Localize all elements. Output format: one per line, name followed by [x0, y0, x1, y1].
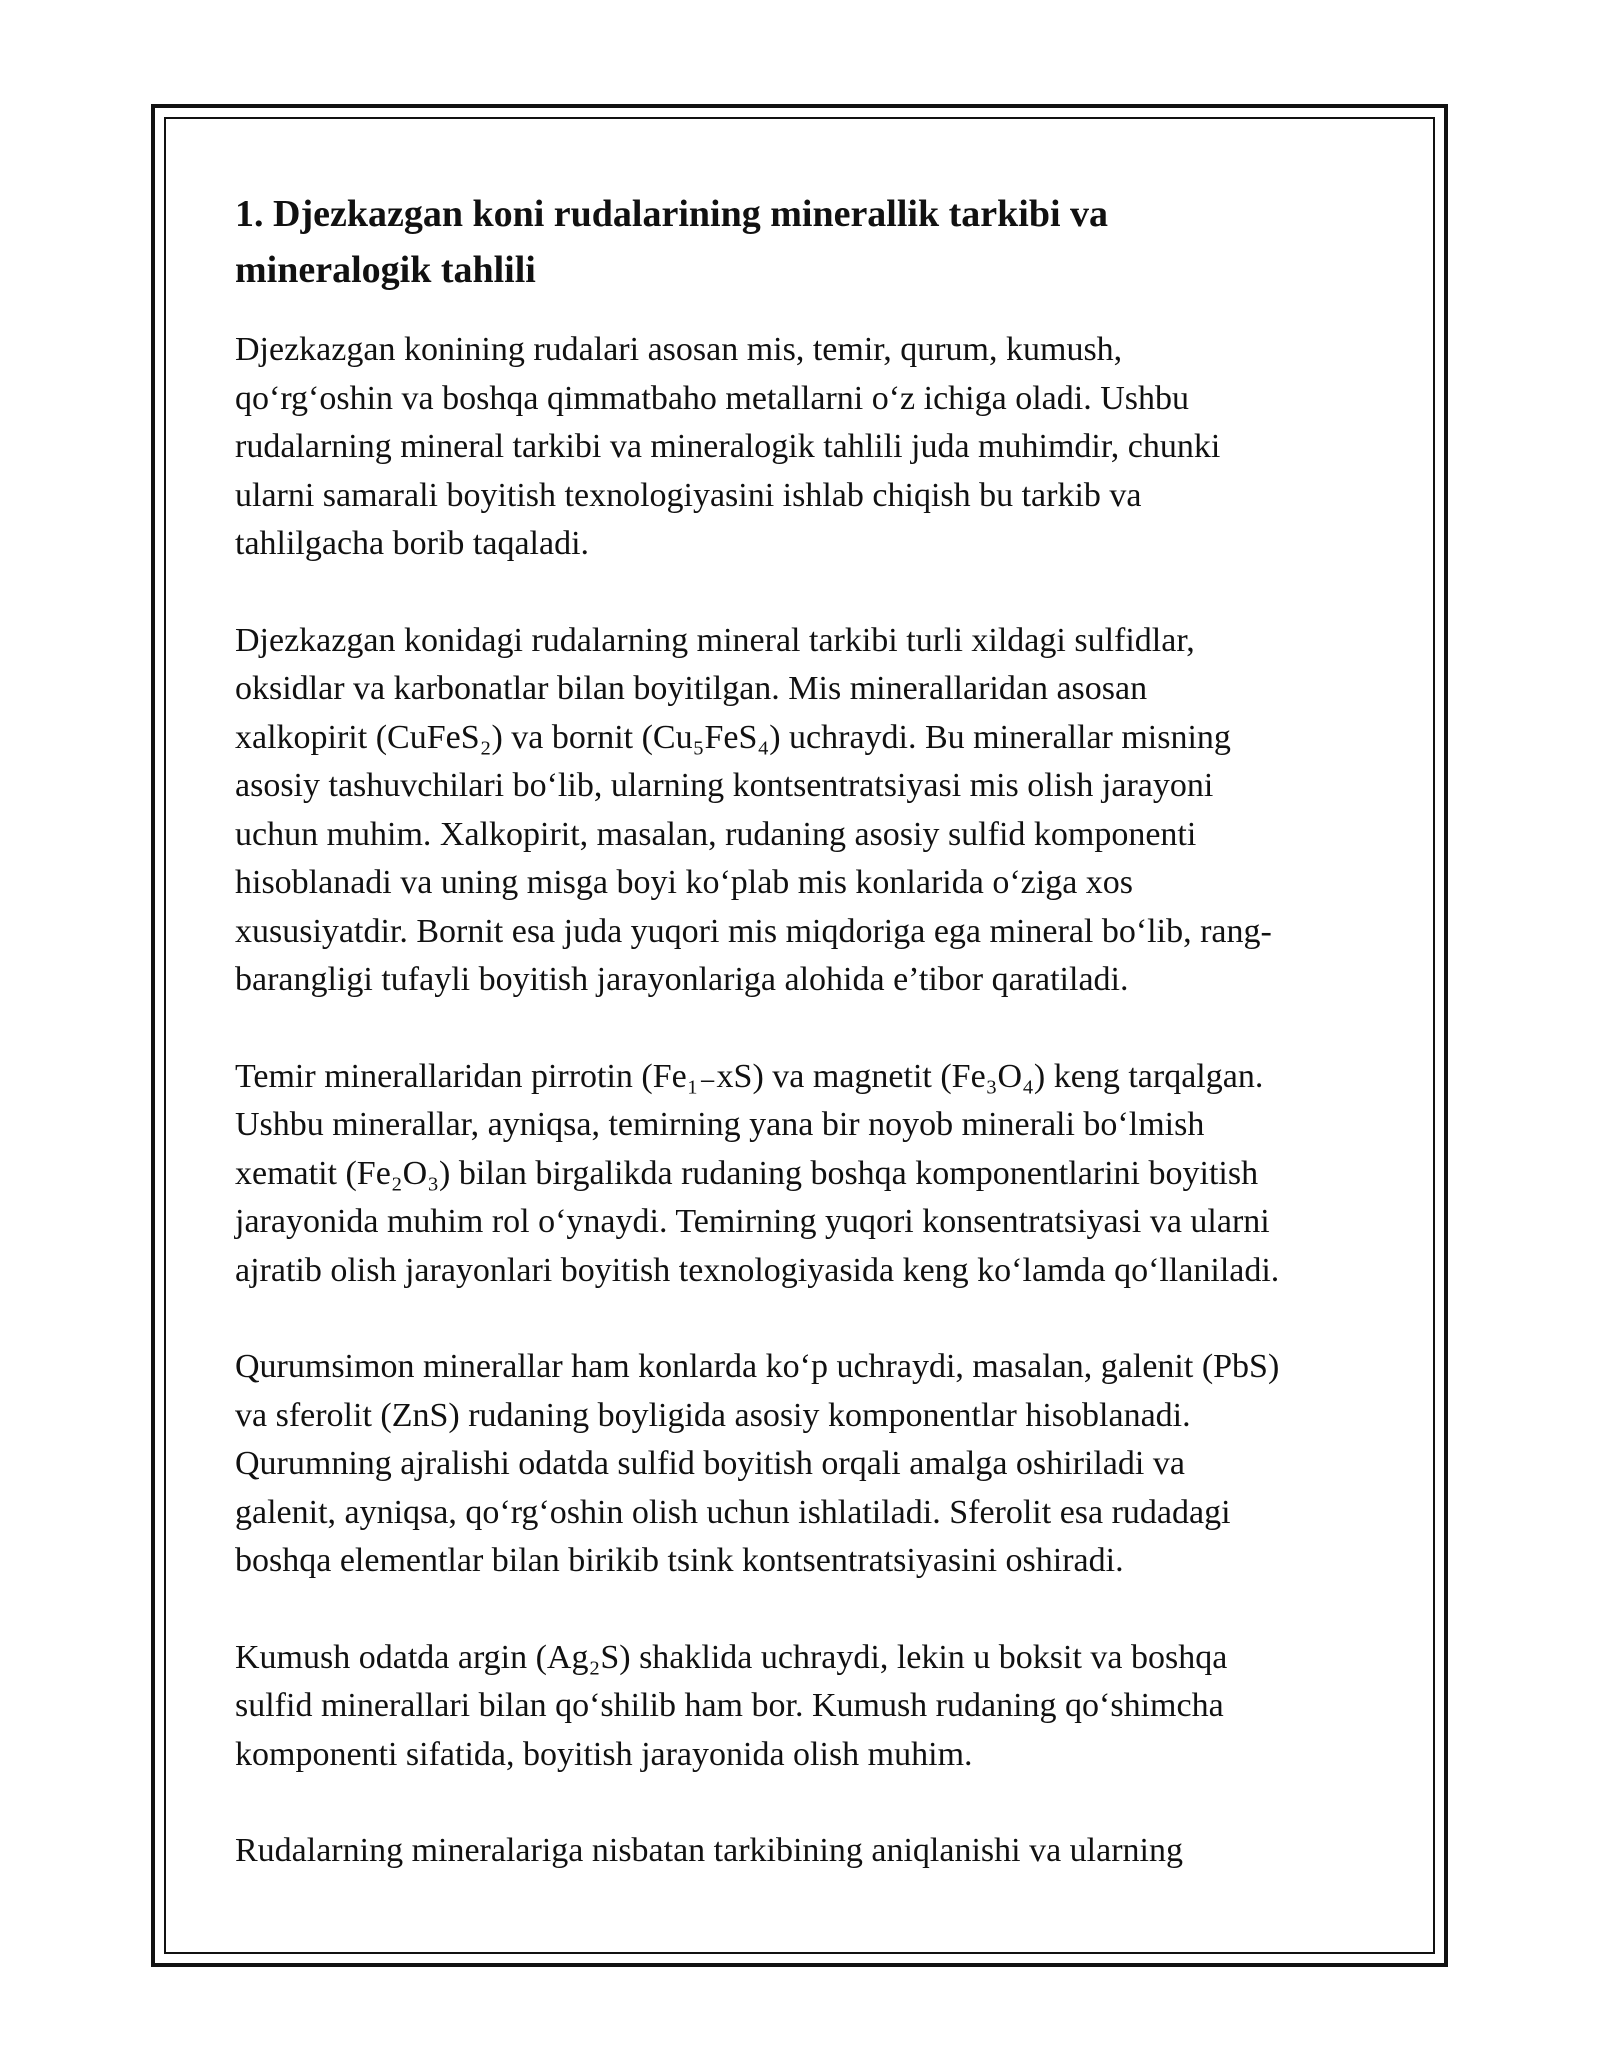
section-heading — [235, 186, 1385, 298]
text-line: jarayonida muhim rol o‘ynaydi. Temirning yuqori konsentratsiyasi va ularni — [235, 1203, 1270, 1240]
paragraph-5 — [235, 1634, 1385, 1780]
text-line: Djezkazgan konidagi rudalarning mineral tarkibi turli xildagi sulfidlar, — [235, 621, 1195, 659]
paragraph-4 — [235, 1343, 1385, 1586]
text-line: ularni samarali boyitish texnologiyasini ishlab chiqish bu tarkib va — [235, 476, 1142, 514]
text-line: hisoblanadi va uning misga boyi ko‘plab mis konlarida o‘ziga xos — [235, 864, 1134, 901]
text-line: Rudalarning mineralariga nisbatan tarkibining aniqlanishi va ularning — [235, 1832, 1183, 1869]
text-line: uchun muhim. Xalkopirit, masalan, rudaning asosiy sulfid komponenti — [235, 815, 1197, 853]
text-line: komponenti sifatida, boyitish jarayonida olish muhim. — [235, 1735, 973, 1773]
text-line: rudalarning mineral tarkibi va mineralogik tahlili juda muhimdir, chunki — [235, 428, 1221, 465]
text-line: xalkopirit (CuFeS₂) va bornit (Cu₅FeS₄) uchraydi. Bu minerallar misning — [235, 718, 1231, 756]
text-line: galenit, ayniqsa, qo‘rg‘oshin olish uchun ishlatiladi. Sferolit esa rudadagi — [235, 1493, 1231, 1531]
text-line: qo‘rg‘oshin va boshqa qimmatbaho metallarni o‘z ichiga oladi. Ushbu — [235, 379, 1189, 417]
text-line: Djezkazgan konining rudalari asosan mis, temir, qurum, kumush, — [235, 331, 1123, 368]
paragraph-2 — [235, 617, 1385, 1005]
text-line: oksidlar va karbonatlar bilan boyitilgan. Mis minerallaridan asosan — [235, 670, 1148, 707]
text-line: Qurumsimon minerallar ham konlarda ko‘p uchraydi, masalan, galenit (PbS) — [235, 1348, 1280, 1385]
text-line: Kumush odatda argin (Ag₂S) shaklida uchraydi, lekin u boksit va boshqa — [235, 1638, 1228, 1676]
text-line: tahlilgacha borib taqaladi. — [235, 525, 590, 562]
document-body — [235, 186, 1385, 1924]
paragraph-6 — [235, 1827, 1385, 1876]
text-line: asosiy tashuvchilari bo‘lib, ularning kontsentratsiyasi mis olish jarayoni — [235, 767, 1214, 804]
paragraph-3 — [235, 1053, 1385, 1296]
paragraph-1 — [235, 326, 1385, 569]
text-line: va sferolit (ZnS) rudaning boyligida asosiy komponentlar hisoblanadi. — [235, 1396, 1191, 1434]
text-line: sulfid minerallari bilan qo‘shilib ham bor. Kumush rudaning qo‘shimcha — [235, 1687, 1224, 1724]
text-line: Qurumning ajralishi odatda sulfid boyitish orqali amalga oshiriladi va — [235, 1445, 1185, 1482]
text-line: ajratib olish jarayonlari boyitish texnologiyasida keng ko‘lamda qo‘llaniladi. — [235, 1251, 1280, 1289]
text-line: xematit (Fe₂O₃) bilan birgalikda rudaning boshqa komponentlarini boyitish — [235, 1154, 1259, 1192]
text-line: Ushbu minerallar, ayniqsa, temirning yana bir noyob minerali bo‘lmish — [235, 1106, 1205, 1143]
text-line: Temir minerallaridan pirrotin (Fe₁₋xS) va magnetit (Fe₃O₄) keng tarqalgan. — [235, 1057, 1264, 1095]
text-line: barangligi tufayli boyitish jarayonlariga alohida e’tibor qaratiladi. — [235, 961, 1129, 998]
heading-line: 1. Djezkazgan koni rudalarining minerallik tarkibi va — [235, 193, 1109, 235]
text-line: boshqa elementlar bilan birikib tsink kontsentratsiyasini oshiradi. — [235, 1542, 1124, 1579]
text-line: xususiyatdir. Bornit esa juda yuqori mis miqdoriga ega mineral bo‘lib, rang- — [235, 912, 1272, 950]
heading-line: mineralogik tahlili — [235, 249, 536, 291]
